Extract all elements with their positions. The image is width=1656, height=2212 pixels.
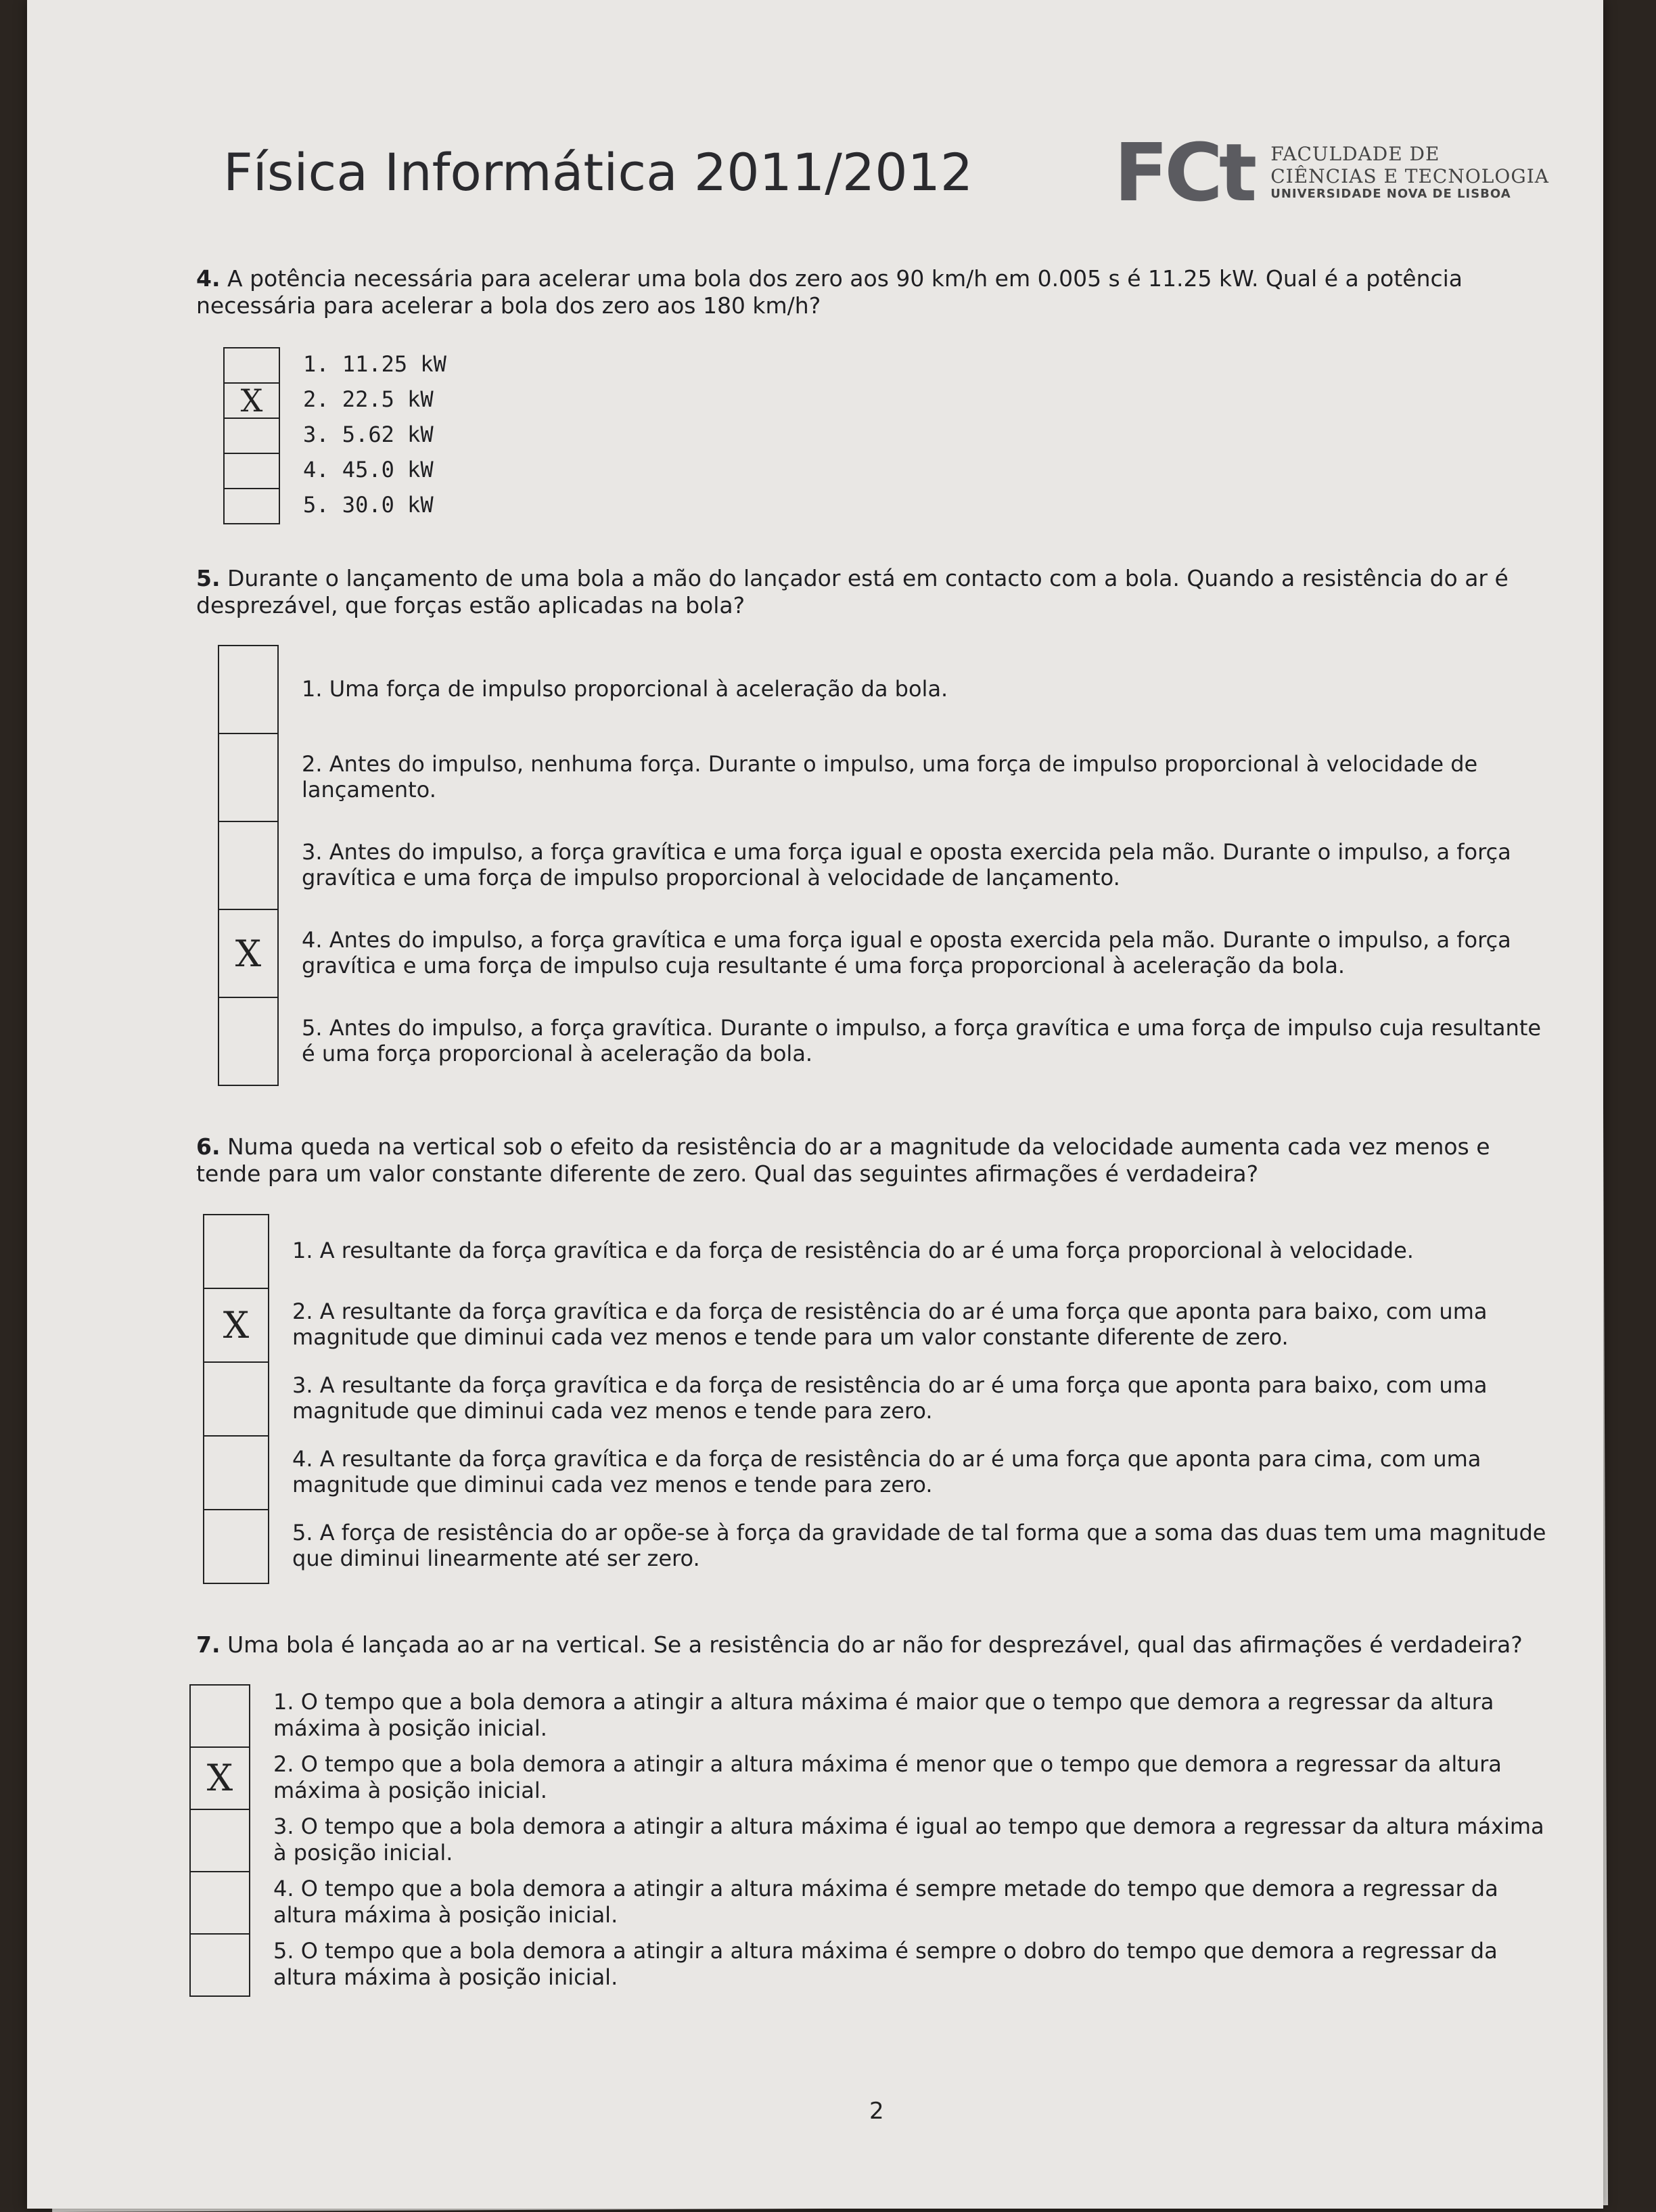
answer-label: 4. Antes do impulso, a força gravítica e uma força igual e oposta exercida pela mão. Durante o impulso, a força gravítica e uma força de impulso cuja resultante é uma força proporcional à aceleração da bola. [302,926,1511,978]
answer-label: 3. O tempo que a bola demora a atingir a altura máxima é igual ao tempo que demora a regressar da altura máxima à posição inicial. [273,1813,1544,1866]
answer-checkbox[interactable] [191,1935,249,1995]
question-body: Durante o lançamento de uma bola a mão do lançador está em contacto com a bola. Quando a resistência do ar é desprezável, que forças estão aplicadas na bola? [196,564,1509,618]
answer-label: 4. O tempo que a bola demora a atingir a altura máxima é sempre metade do tempo que demora a regressar da altura máxima à posição inicial. [273,1876,1498,1928]
answer-boxes [218,645,279,1086]
answer-checkbox[interactable] [225,454,279,489]
answer-labels [292,1214,1556,1584]
page-content [196,126,1556,1997]
question-body: A potência necessária para acelerar uma bola dos zero aos 90 km/h em 0.005 s é 11.25 kW. Qual é a potência necessária para acelerar a bola dos zero aos 180 km/h? [196,265,1463,319]
logo-line-1: FACULDADE DE [1270,143,1440,166]
answer-checkbox[interactable] [219,998,277,1085]
answer-label: 5. A força de resistência do ar opõe-se à força da gravidade de tal forma que a soma das duas tem uma magnitude que diminui linearmente até ser zero. [292,1519,1546,1571]
page-number: 2 [869,2098,884,2125]
answer-checkbox[interactable] [191,1810,249,1872]
answer-options [223,347,1556,524]
answer-labels [303,347,446,524]
answer-label: 2. 22.5 kW [303,386,434,413]
exam-page [27,0,1603,2209]
question-text [196,265,1556,320]
answer-checkbox[interactable]: X [225,384,279,419]
answer-checkbox[interactable] [204,1363,268,1437]
answer-boxes [223,347,280,524]
answer-label: 2. O tempo que a bola demora a atingir a altura máxima é menor que o tempo que demora a regressar da altura máxima à posição inicial. [273,1751,1502,1803]
answer-checkbox[interactable] [225,489,279,523]
answer-label: 5. 30.0 kW [303,492,434,518]
answer-boxes [189,1684,250,1997]
answer-label: 3. Antes do impulso, a força gravítica e uma força igual e oposta exercida pela mão. Durante o impulso, a força gravítica e uma força de impulso proporcional à velocidade de lançamento. [302,838,1511,890]
answer-labels [273,1684,1556,1997]
question-number: 5. [196,564,221,591]
answer-options [203,1214,1556,1584]
answer-checkbox[interactable] [204,1437,268,1510]
question-text [196,565,1556,620]
answer-label: 5. O tempo que a bola demora a atingir a altura máxima é sempre o dobro do tempo que demora a regressar da altura máxima à posição inicial. [273,1938,1498,1990]
logo-text [1270,143,1549,201]
answer-label: 2. A resultante da força gravítica e da força de resistência do ar é uma força que aponta para baixo, com uma magnitude que diminui cada vez menos e tende para um valor constante diferente de zero. [292,1298,1488,1350]
answer-label: 1. O tempo que a bola demora a atingir a altura máxima é maior que o tempo que demora a regressar da altura máxima à posição inicial. [273,1689,1494,1741]
question-number: 7. [196,1631,221,1658]
question-body: Numa queda na vertical sob o efeito da resistência do ar a magnitude da velocidade aumenta cada vez menos e tende para um valor constante diferente de zero. Qual das seguintes afirmações é verdadeira? [196,1133,1490,1188]
answer-checkbox[interactable]: X [219,910,277,998]
page-header [196,126,1556,244]
answer-label: 1. 11.25 kW [303,351,446,378]
page-title: Física Informática 2011/2012 [223,142,973,202]
answer-label: 1. A resultante da força gravítica e da força de resistência do ar é uma força proporcional à velocidade. [292,1237,1414,1263]
fct-logo [1113,126,1549,219]
answer-checkbox[interactable]: X [191,1748,249,1810]
question-5 [196,565,1556,1087]
answer-label: 3. A resultante da força gravítica e da força de resistência do ar é uma força que aponta para baixo, com uma magnitude que diminui cada vez menos e tende para zero. [292,1372,1488,1424]
answer-checkbox[interactable] [204,1510,268,1583]
answer-checkbox[interactable] [219,822,277,910]
question-7 [196,1631,1556,1997]
answer-label: 1. Uma força de impulso proporcional à aceleração da bola. [302,675,948,702]
answer-checkbox[interactable] [219,646,277,734]
answer-checkbox[interactable] [191,1872,249,1935]
question-6 [196,1133,1556,1584]
answer-checkbox[interactable]: X [204,1289,268,1363]
answer-checkbox[interactable] [191,1686,249,1748]
answer-label: 5. Antes do impulso, a força gravítica. Durante o impulso, a força gravítica e uma força de impulso cuja resultante é uma força proporcional à aceleração da bola. [302,1014,1542,1066]
logo-line-2: CIÊNCIAS E TECNOLOGIA [1270,164,1549,187]
answer-label: 2. Antes do impulso, nenhuma força. Durante o impulso, uma força de impulso proporcional à velocidade de lançamento. [302,750,1478,803]
answer-checkbox[interactable] [219,734,277,822]
answer-labels [302,645,1556,1086]
answer-checkbox[interactable] [225,348,279,384]
logo-line-3: UNIVERSIDADE NOVA DE LISBOA [1270,186,1511,201]
answer-label: 4. 45.0 kW [303,457,434,483]
answer-label: 3. 5.62 kW [303,422,434,448]
question-text [196,1133,1556,1188]
answer-checkbox[interactable] [225,419,279,454]
question-body: Uma bola é lançada ao ar na vertical. Se a resistência do ar não for desprezável, qual das afirmações é verdadeira? [227,1631,1523,1658]
question-4 [196,265,1556,524]
answer-boxes [203,1214,269,1584]
question-number: 4. [196,265,221,292]
question-text [196,1631,1556,1658]
answer-options [189,1684,1556,1997]
answer-options [218,645,1556,1086]
logo-mark: FCt [1113,126,1254,219]
answer-checkbox[interactable] [204,1215,268,1289]
question-number: 6. [196,1133,221,1160]
answer-label: 4. A resultante da força gravítica e da força de resistência do ar é uma força que aponta para cima, com uma magnitude que diminui cada vez menos e tende para zero. [292,1445,1481,1497]
